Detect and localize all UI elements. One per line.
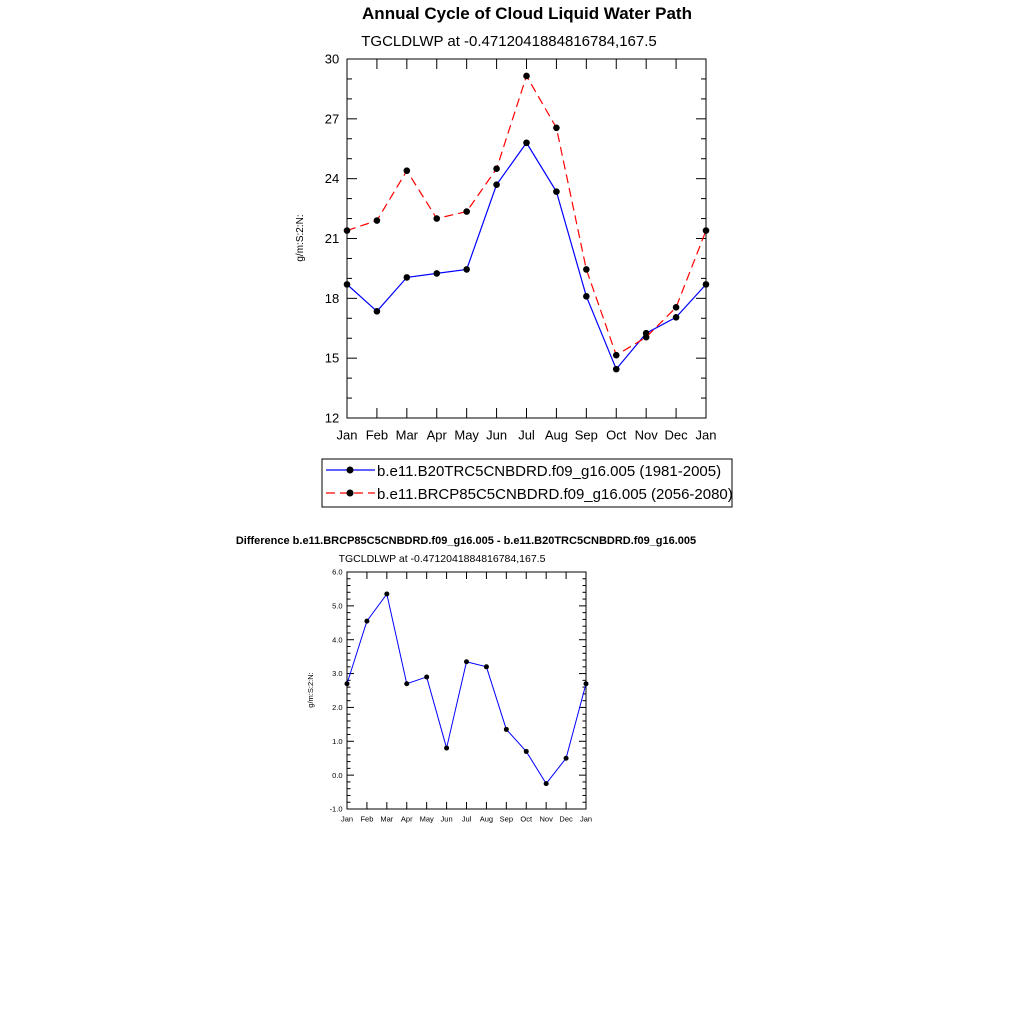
x-tick-label: Jun [440, 814, 453, 824]
data-point [463, 266, 470, 273]
plot-frame [347, 59, 706, 418]
series-line-0 [347, 594, 586, 784]
x-tick-label: Aug [544, 427, 568, 443]
x-tick-label: May [454, 427, 479, 443]
legend [322, 459, 733, 507]
data-point [374, 217, 381, 224]
data-point [493, 181, 500, 188]
data-point [613, 352, 620, 359]
x-tick-label: Mar [380, 814, 394, 824]
data-point [404, 681, 409, 686]
data-point [564, 756, 569, 761]
x-tick-label: Feb [365, 427, 389, 443]
y-tick-label: 0.0 [332, 770, 343, 780]
x-tick-label: Jan [340, 814, 354, 824]
x-tick-label: Oct [606, 427, 627, 443]
data-point [553, 188, 560, 195]
legend-marker-historical [347, 467, 354, 474]
data-point [484, 664, 489, 669]
data-point [404, 167, 411, 174]
data-point [464, 659, 469, 664]
x-tick-label: Nov [539, 814, 553, 824]
data-point [673, 304, 680, 311]
x-tick-label: Apr [400, 814, 413, 824]
y-tick-label: 5.0 [332, 601, 343, 611]
data-point [673, 314, 680, 321]
x-tick-label: Jun [486, 427, 508, 443]
y-tick-label: 30 [324, 51, 340, 67]
y-tick-label: 2.0 [332, 703, 343, 713]
x-tick-label: Aug [479, 814, 494, 824]
x-tick-label: Jul [461, 814, 472, 824]
data-point [583, 266, 590, 273]
data-point [374, 308, 381, 315]
y-tick-label: 6.0 [332, 567, 343, 577]
x-tick-label: Sep [499, 814, 514, 824]
chart-title: Difference b.e11.BRCP85C5CNBDRD.f09_g16.005 - b.e11.B20TRC5CNBDRD.f09_g16.005 [235, 535, 697, 547]
data-point [384, 592, 389, 597]
series-line-1 [347, 76, 706, 355]
y-tick-label: 12 [324, 410, 340, 426]
series-line-0 [347, 143, 706, 369]
chart-subtitle: TGCLDLWP at -0.4712041884816784,167.5 [361, 33, 657, 50]
data-point [523, 73, 530, 80]
data-point [404, 274, 411, 281]
difference-chart [236, 535, 696, 823]
data-point [524, 749, 529, 754]
data-point [584, 681, 589, 686]
data-point [424, 674, 429, 679]
chart-subtitle: TGCLDLWP at -0.4712041884816784,167.5 [338, 553, 546, 565]
legend-marker-rcp85 [347, 490, 354, 497]
data-point [444, 746, 449, 751]
data-point [493, 165, 500, 172]
y-tick-label: -1.0 [329, 804, 343, 814]
y-tick-label: 21 [324, 231, 340, 247]
data-point [433, 215, 440, 222]
data-point [344, 227, 351, 234]
x-tick-label: Jul [518, 427, 535, 443]
x-tick-label: Jan [579, 814, 593, 824]
data-point [703, 227, 710, 234]
x-tick-label: Dec [664, 427, 688, 443]
chart-title: Annual Cycle of Cloud Liquid Water Path [362, 4, 692, 23]
x-tick-label: Jan [695, 427, 717, 443]
data-point [523, 139, 530, 146]
data-point [613, 366, 620, 373]
y-tick-label: 18 [324, 290, 340, 306]
data-point [643, 334, 650, 341]
y-tick-label: 4.0 [332, 635, 343, 645]
y-tick-label: 15 [324, 350, 340, 366]
y-tick-label: 3.0 [332, 669, 343, 679]
data-point [544, 781, 549, 786]
x-tick-label: Sep [574, 427, 598, 443]
x-tick-label: Mar [395, 427, 419, 443]
y-tick-label: 27 [324, 111, 340, 127]
annual-cycle-chart [295, 4, 733, 507]
data-point [553, 125, 560, 132]
data-point [344, 281, 351, 288]
y-tick-label: 1.0 [332, 736, 343, 746]
x-tick-label: Nov [634, 427, 658, 443]
data-point [345, 681, 350, 686]
legend-label-rcp85: b.e11.BRCP85C5CNBDRD.f09_g16.005 (2056-2080) [377, 486, 733, 503]
x-tick-label: Oct [520, 814, 533, 824]
data-point [703, 281, 710, 288]
legend-label-historical: b.e11.B20TRC5CNBDRD.f09_g16.005 (1981-2005) [377, 463, 722, 480]
x-tick-label: Dec [559, 814, 573, 824]
x-tick-label: May [419, 814, 434, 824]
data-point [463, 208, 470, 215]
plot-frame [347, 572, 586, 809]
y-tick-label: 24 [324, 171, 340, 187]
x-tick-label: Jan [336, 427, 358, 443]
y-axis-label: g/m:S:2:N: [295, 214, 306, 262]
x-tick-label: Feb [360, 814, 374, 824]
data-point [583, 293, 590, 300]
data-point [433, 270, 440, 277]
y-axis-label: g/m:S:2:N: [306, 672, 315, 708]
data-point [364, 619, 369, 624]
data-point [504, 727, 509, 732]
x-tick-label: Apr [426, 427, 447, 443]
